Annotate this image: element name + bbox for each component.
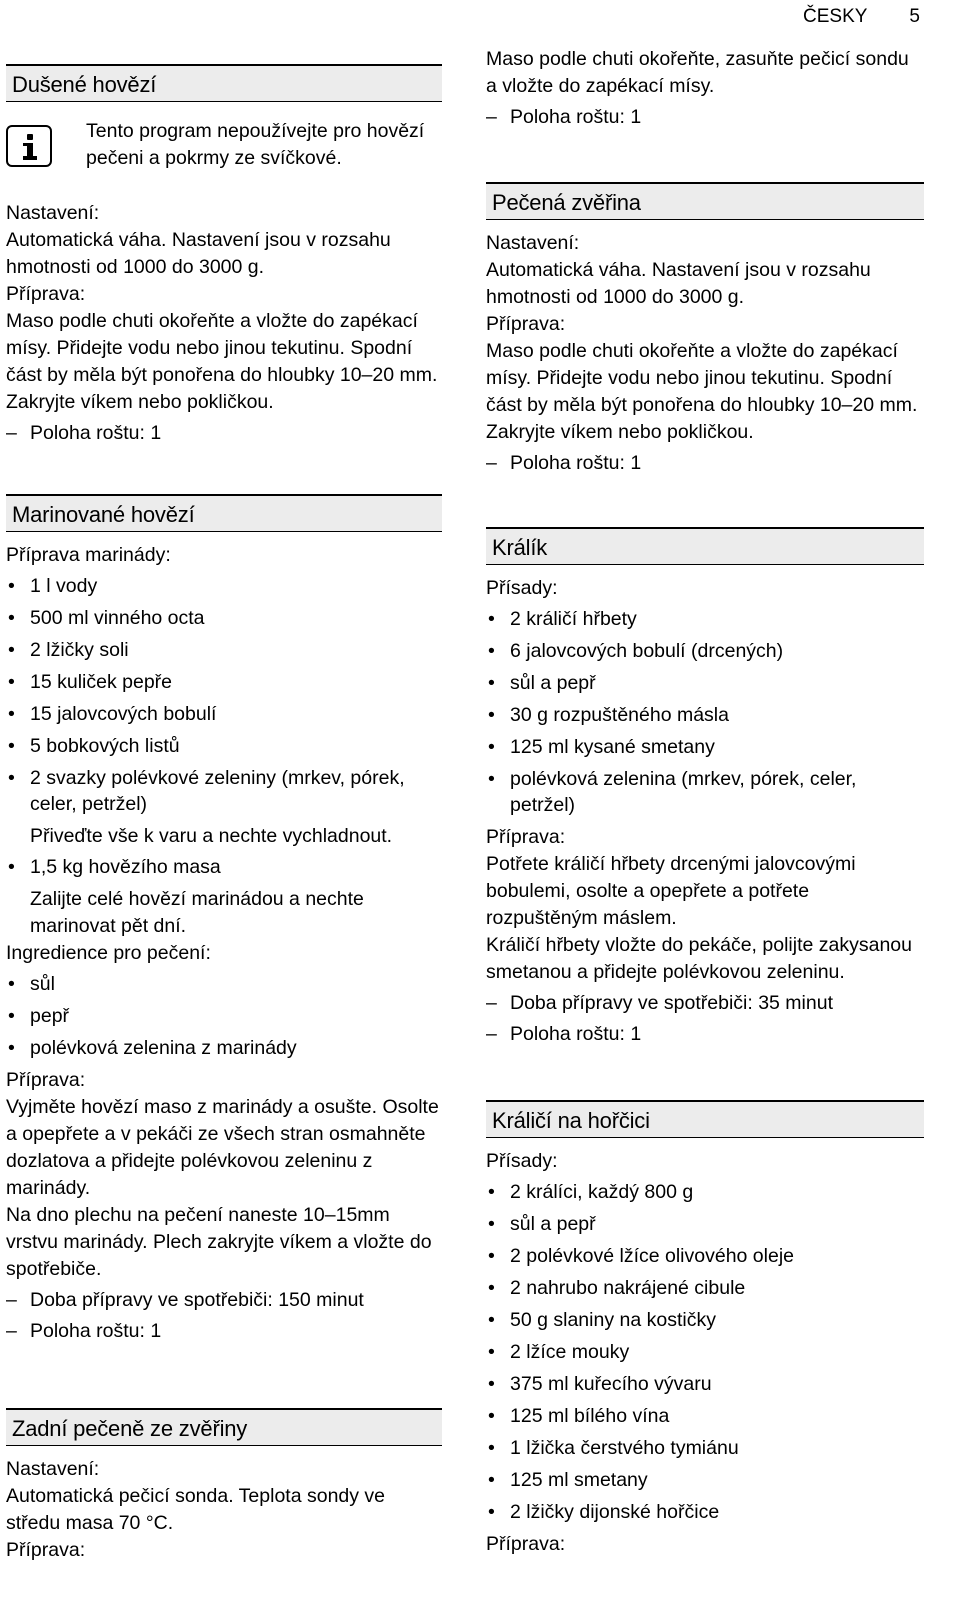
kralici-na-horcici-body bbox=[486, 1148, 924, 1558]
zadni-pecene-body bbox=[6, 1456, 442, 1564]
list-item: • 2 králičí hřbety bbox=[486, 606, 924, 632]
list-item: • 1,5 kg hovězího masa bbox=[6, 854, 442, 880]
info-note: Tento program nepoužívejte pro hovězí pečeni a pokrmy ze svíčkové. bbox=[86, 120, 425, 169]
marinade-list bbox=[6, 573, 442, 817]
settings-text: Automatická váha. Nastavení jsou v rozsahu hmotnosti od 1000 do 3000 g. bbox=[486, 259, 871, 308]
shelf-position: – Poloha roštu: 1 bbox=[486, 450, 924, 477]
list-item: • 1 l vody bbox=[6, 573, 442, 599]
prep-text: Králičí hřbety vložte do pekáče, polijte zakysanou smetanou a přidejte polévkovou zeleninu. bbox=[486, 934, 912, 983]
ingredients-label: Přísady: bbox=[486, 577, 558, 599]
settings-label: Nastavení: bbox=[6, 1458, 100, 1480]
prep-label: Příprava: bbox=[6, 283, 86, 305]
list-item: • polévková zelenina z marinády bbox=[6, 1035, 442, 1061]
language-label: ČESKY bbox=[803, 6, 868, 27]
cooking-time: – Doba přípravy ve spotřebiči: 35 minut bbox=[486, 990, 924, 1017]
ingredients-list bbox=[486, 606, 924, 818]
ingredients-list bbox=[486, 1179, 924, 1525]
list-item: • 2 svazky polévkové zeleniny (mrkev, pórek, celer, petržel) bbox=[6, 765, 442, 817]
prep-text: Maso podle chuti okořeňte, zasuňte pečicí sondu a vložte do zapékací mísy. bbox=[486, 48, 909, 97]
info-icon bbox=[6, 125, 52, 167]
list-item: • 125 ml bílého vína bbox=[486, 1403, 924, 1429]
prep-label: Příprava: bbox=[6, 1539, 86, 1561]
ingredients-label: Ingredience pro pečení: bbox=[6, 942, 211, 964]
list-item: • 5 bobkových listů bbox=[6, 733, 442, 759]
shelf-position: – Poloha roštu: 1 bbox=[486, 104, 924, 131]
section-title-marinovane-hovezi: Marinované hovězí bbox=[6, 494, 442, 532]
prep-label: Příprava: bbox=[486, 826, 566, 848]
prep-text: Vyjměte hovězí maso z marinády a osušte. Osolte a opepřete a v pekáči ze všech stran osmahněte dozlatova a přidejte polévkovou zeleninu z marinády. bbox=[6, 1096, 439, 1199]
list-item: • pepř bbox=[6, 1003, 442, 1029]
list-item: • 2 lžíce mouky bbox=[486, 1339, 924, 1365]
continued-prep bbox=[486, 46, 924, 131]
dusene-hovezi-body bbox=[6, 200, 442, 447]
list-item: • 2 polévkové lžíce olivového oleje bbox=[486, 1243, 924, 1269]
list-item: • 500 ml vinného octa bbox=[6, 605, 442, 631]
shelf-position: – Poloha roštu: 1 bbox=[6, 420, 442, 447]
section-title-dusene-hovezi: Dušené hovězí bbox=[6, 64, 442, 102]
prep-text: Na dno plechu na pečení naneste 10–15mm vrstvu marinády. Plech zakryjte víkem a vložte do spotřebiče. bbox=[6, 1204, 432, 1280]
page-header bbox=[761, 6, 920, 28]
list-item: • 2 lžičky soli bbox=[6, 637, 442, 663]
prep-label: Příprava: bbox=[486, 313, 566, 335]
list-item: • sůl bbox=[6, 971, 442, 997]
cooking-time: – Doba přípravy ve spotřebiči: 150 minut bbox=[6, 1287, 442, 1314]
shelf-position: – Poloha roštu: 1 bbox=[486, 1021, 924, 1048]
ingredients-label: Přísady: bbox=[486, 1150, 558, 1172]
list-item: • 125 ml smetany bbox=[486, 1467, 924, 1493]
marinade-step: Přiveďte vše k varu a nechte vychladnout. bbox=[30, 825, 393, 847]
list-item: • 375 ml kuřecího vývaru bbox=[486, 1371, 924, 1397]
list-item: • sůl a pepř bbox=[486, 1211, 924, 1237]
section-title-kralik: Králík bbox=[486, 527, 924, 565]
list-item: • 2 králíci, každý 800 g bbox=[486, 1179, 924, 1205]
prep-label: Příprava: bbox=[486, 1533, 566, 1555]
kralik-body bbox=[486, 575, 924, 1048]
prep-text: Maso podle chuti okořeňte a vložte do zapékací mísy. Přidejte vodu nebo jinou tekutinu. Spodní část by měla být ponořena do hloubky 10–20 mm. Zakryjte víkem nebo pokličkou. bbox=[486, 340, 918, 443]
list-item: • polévková zelenina (mrkev, pórek, celer, petržel) bbox=[486, 766, 924, 818]
list-item: • 125 ml kysané smetany bbox=[486, 734, 924, 760]
list-item: • 15 kuliček pepře bbox=[6, 669, 442, 695]
list-item: • 50 g slaniny na kostičky bbox=[486, 1307, 924, 1333]
settings-text: Automatická váha. Nastavení jsou v rozsahu hmotnosti od 1000 do 3000 g. bbox=[6, 229, 391, 278]
list-item: • 2 nahrubo nakrájené cibule bbox=[486, 1275, 924, 1301]
shelf-position: – Poloha roštu: 1 bbox=[6, 1318, 442, 1345]
list-item: • 2 lžičky dijonské hořčice bbox=[486, 1499, 924, 1525]
list-item: • sůl a pepř bbox=[486, 670, 924, 696]
settings-label: Nastavení: bbox=[486, 232, 580, 254]
section-title-zadni-pecene: Zadní pečeně ze zvěřiny bbox=[6, 1408, 442, 1446]
pecena-zverina-body bbox=[486, 230, 924, 477]
list-item: • 15 jalovcových bobulí bbox=[6, 701, 442, 727]
section-title-pecena-zverina: Pečená zvěřina bbox=[486, 182, 924, 220]
meat-list bbox=[6, 854, 442, 880]
ingredients-list bbox=[6, 971, 442, 1061]
settings-label: Nastavení: bbox=[6, 202, 100, 224]
list-item: • 1 lžička čerstvého tymiánu bbox=[486, 1435, 924, 1461]
section-title-kralici-na-horcici: Králičí na hořčici bbox=[486, 1100, 924, 1138]
list-item: • 6 jalovcových bobulí (drcených) bbox=[486, 638, 924, 664]
marinate-step: Zalijte celé hovězí marinádou a nechte marinovat pět dní. bbox=[30, 888, 364, 937]
prep-label: Příprava: bbox=[6, 1069, 86, 1091]
marinade-label: Příprava marinády: bbox=[6, 544, 171, 566]
page-number: 5 bbox=[909, 6, 920, 27]
prep-text: Maso podle chuti okořeňte a vložte do zapékací mísy. Přidejte vodu nebo jinou tekutinu. Spodní část by měla být ponořena do hloubky 10–20 mm. Zakryjte víkem nebo pokličkou. bbox=[6, 310, 438, 413]
marinovane-hovezi-body bbox=[6, 542, 442, 1345]
settings-text: Automatická pečicí sonda. Teplota sondy ve středu masa 70 °C. bbox=[6, 1485, 386, 1534]
list-item: • 30 g rozpuštěného másla bbox=[486, 702, 924, 728]
prep-text: Potřete králičí hřbety drcenými jalovcovými bobulemi, osolte a opepřete a potřete rozpuštěným máslem. bbox=[486, 853, 856, 929]
